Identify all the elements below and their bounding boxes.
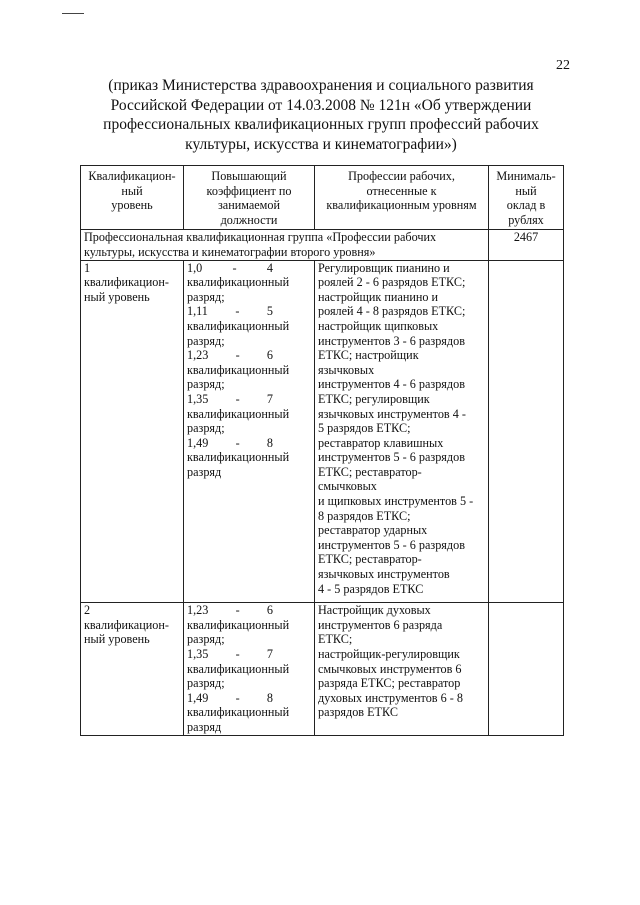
- cell-line: оклад в: [506, 198, 546, 213]
- profession-line: инструментов 6 разряда: [318, 617, 443, 632]
- profession-line: духовых инструментов 6 - 8: [318, 690, 463, 705]
- header-coefficient: [184, 166, 315, 230]
- cell-line: квалификационным уровням: [326, 198, 477, 213]
- coefficient-text: разряд;: [187, 289, 225, 304]
- profession-line: инструментов 5 - 6 разрядов: [318, 537, 465, 552]
- coefficient-num: 4: [266, 260, 273, 275]
- profession-line: ЕТКС; регулировщик: [318, 391, 430, 406]
- profession-line: ЕТКС; реставратор-: [318, 552, 422, 567]
- coefficient-dash: -: [232, 260, 237, 275]
- profession-line: настройщик пианино и: [318, 289, 439, 304]
- profession-line: настройщик-регулировщик: [318, 647, 460, 661]
- group-name: [81, 230, 489, 260]
- profession-line: 4 - 5 разрядов ЕТКС: [318, 581, 424, 596]
- title-line: (приказ Министерства здравоохранения и социального развития: [108, 77, 534, 94]
- profession-line: Настройщик духовых: [318, 603, 431, 618]
- profession-line: Регулировщик пианино и: [318, 260, 450, 275]
- title-line: Российской Федерации от 14.03.2008 № 121н «Об утверждении: [110, 96, 532, 114]
- level-line: 2: [84, 603, 91, 618]
- document-title: [88, 76, 554, 154]
- coefficient-text: квалификационный: [187, 362, 290, 377]
- profession-line: реставратор клавишных: [318, 435, 444, 450]
- coefficient-text: разряд: [187, 719, 222, 734]
- coefficient-line: [187, 348, 273, 363]
- coefficient-text: квалификационный: [187, 275, 290, 290]
- header-level: [81, 166, 184, 230]
- coefficient-num: 5: [266, 304, 273, 319]
- qualification-table: [80, 165, 564, 736]
- coefficient-line: [187, 647, 273, 662]
- coefficient-text: разряд;: [187, 421, 225, 436]
- coefficient-text: разряд;: [187, 333, 225, 348]
- coefficient-value: 1,49: [187, 690, 209, 705]
- cell-line: должности: [220, 212, 278, 227]
- level-cell: [81, 603, 184, 735]
- cell-line: Профессиональная квалификационная группа «Профессии рабочих: [84, 230, 437, 245]
- page-number: 22: [556, 58, 570, 73]
- profession-line: разрядов ЕТКС: [318, 705, 398, 720]
- profession-line: инструментов 5 - 6 разрядов: [318, 450, 465, 465]
- professions-cell: [315, 260, 489, 603]
- coefficient-line: [187, 691, 273, 706]
- coefficient-line: [187, 392, 273, 407]
- header-professions: [315, 166, 489, 230]
- profession-line: язычковых инструментов: [318, 567, 450, 582]
- coefficient-text: квалификационный: [187, 450, 290, 465]
- coefficient-text: квалификационный: [187, 705, 290, 720]
- coefficient-dash: -: [235, 647, 240, 661]
- coefficient-num: 8: [266, 435, 273, 450]
- cell-line: Профессии рабочих,: [348, 169, 455, 183]
- coefficient-num: 6: [266, 603, 273, 618]
- profession-line: настройщик щипковых: [318, 318, 439, 333]
- coefficient-num: 6: [266, 348, 273, 363]
- level-line: квалификацион-: [84, 275, 169, 290]
- profession-line: разряда ЕТКС; реставратор: [318, 676, 461, 691]
- coefficient-dash: -: [235, 391, 240, 406]
- professions-cell: [315, 603, 489, 735]
- coefficient-value: 1,49: [187, 435, 209, 450]
- salary-cell: [489, 603, 564, 735]
- header-salary: [489, 166, 564, 230]
- cell-line: Повышающий: [211, 169, 287, 183]
- cell-line: рублях: [508, 212, 544, 227]
- profession-line: роялей 2 - 6 разрядов ЕТКС;: [318, 275, 466, 290]
- coefficient-line: [187, 261, 273, 276]
- coefficient-text: разряд;: [187, 676, 225, 691]
- table-row: [81, 603, 564, 735]
- coefficient-dash: -: [235, 348, 240, 363]
- cell-line: Минималь-: [496, 169, 556, 183]
- coefficient-text: квалификационный: [187, 617, 290, 632]
- coefficient-value: 1,35: [187, 647, 209, 661]
- cell-line: занимаемой: [217, 198, 281, 213]
- group-salary: 2467: [489, 230, 564, 260]
- cell-line: уровень: [111, 198, 153, 213]
- coefficient-value: 1,35: [187, 391, 209, 406]
- level-cell: [81, 260, 184, 603]
- coefficient-text: разряд: [187, 464, 222, 479]
- coefficient-value: 1,23: [187, 348, 209, 363]
- coefficient-num: 7: [266, 647, 273, 661]
- coefficient-value: 1,11: [187, 304, 208, 319]
- coefficient-num: 8: [266, 690, 273, 705]
- coefficient-dash: -: [235, 304, 240, 319]
- cell-line: ный: [121, 183, 143, 198]
- coefficient-text: разряд;: [187, 632, 225, 647]
- coefficient-text: квалификационный: [187, 318, 290, 333]
- profession-line: ЕТКС; настройщик: [318, 348, 419, 363]
- coefficient-text: квалификационный: [187, 661, 290, 676]
- table-header-row: [81, 166, 564, 230]
- coefficient-line: [187, 603, 273, 618]
- profession-line: роялей 4 - 8 разрядов ЕТКС;: [318, 304, 466, 319]
- profession-line: инструментов 4 - 6 разрядов: [318, 377, 465, 392]
- coefficient-cell: [184, 260, 315, 603]
- profession-line: 5 разрядов ЕТКС;: [318, 421, 411, 436]
- profession-line: смычковых: [318, 479, 377, 494]
- coefficient-value: 1,23: [187, 603, 209, 618]
- cell-line: культуры, искусства и кинематографии второго уровня»: [84, 244, 376, 259]
- profession-line: язычковых: [318, 362, 375, 377]
- profession-line: реставратор ударных: [318, 523, 428, 538]
- coefficient-dash: -: [235, 690, 240, 705]
- header-dash: [62, 13, 84, 14]
- salary-cell: [489, 260, 564, 603]
- profession-line: смычковых инструментов 6: [318, 661, 462, 676]
- title-line: профессиональных квалификационных групп профессий рабочих: [103, 116, 539, 133]
- profession-line: и щипковых инструментов 5 -: [318, 494, 474, 509]
- level-line: квалификацион-: [84, 617, 169, 632]
- cell-line: коэффициент по: [206, 183, 292, 198]
- profession-line: язычковых инструментов 4 -: [318, 406, 466, 421]
- profession-line: 8 разрядов ЕТКС;: [318, 508, 411, 523]
- coefficient-text: квалификационный: [187, 406, 290, 421]
- coefficient-line: [187, 304, 273, 319]
- profession-line: инструментов 3 - 6 разрядов: [318, 333, 465, 348]
- coefficient-num: 7: [266, 391, 273, 406]
- coefficient-dash: -: [235, 435, 240, 450]
- coefficient-line: [187, 436, 273, 451]
- profession-line: ЕТКС; реставратор-: [318, 464, 422, 479]
- coefficient-value: 1,0: [187, 260, 203, 275]
- profession-line: ЕТКС;: [318, 632, 353, 647]
- level-line: 1: [84, 260, 91, 275]
- cell-line: ный: [515, 183, 537, 198]
- table-row: [81, 260, 564, 603]
- coefficient-cell: [184, 603, 315, 735]
- group-row: [81, 230, 564, 260]
- cell-line: Квалификацион-: [88, 169, 176, 183]
- cell-line: отнесенные к: [366, 183, 437, 198]
- coefficient-dash: -: [235, 603, 240, 618]
- level-line: ный уровень: [84, 632, 150, 647]
- title-line: культуры, искусства и кинематографии»): [185, 135, 457, 153]
- coefficient-text: разряд;: [187, 377, 225, 392]
- level-line: ный уровень: [84, 289, 150, 304]
